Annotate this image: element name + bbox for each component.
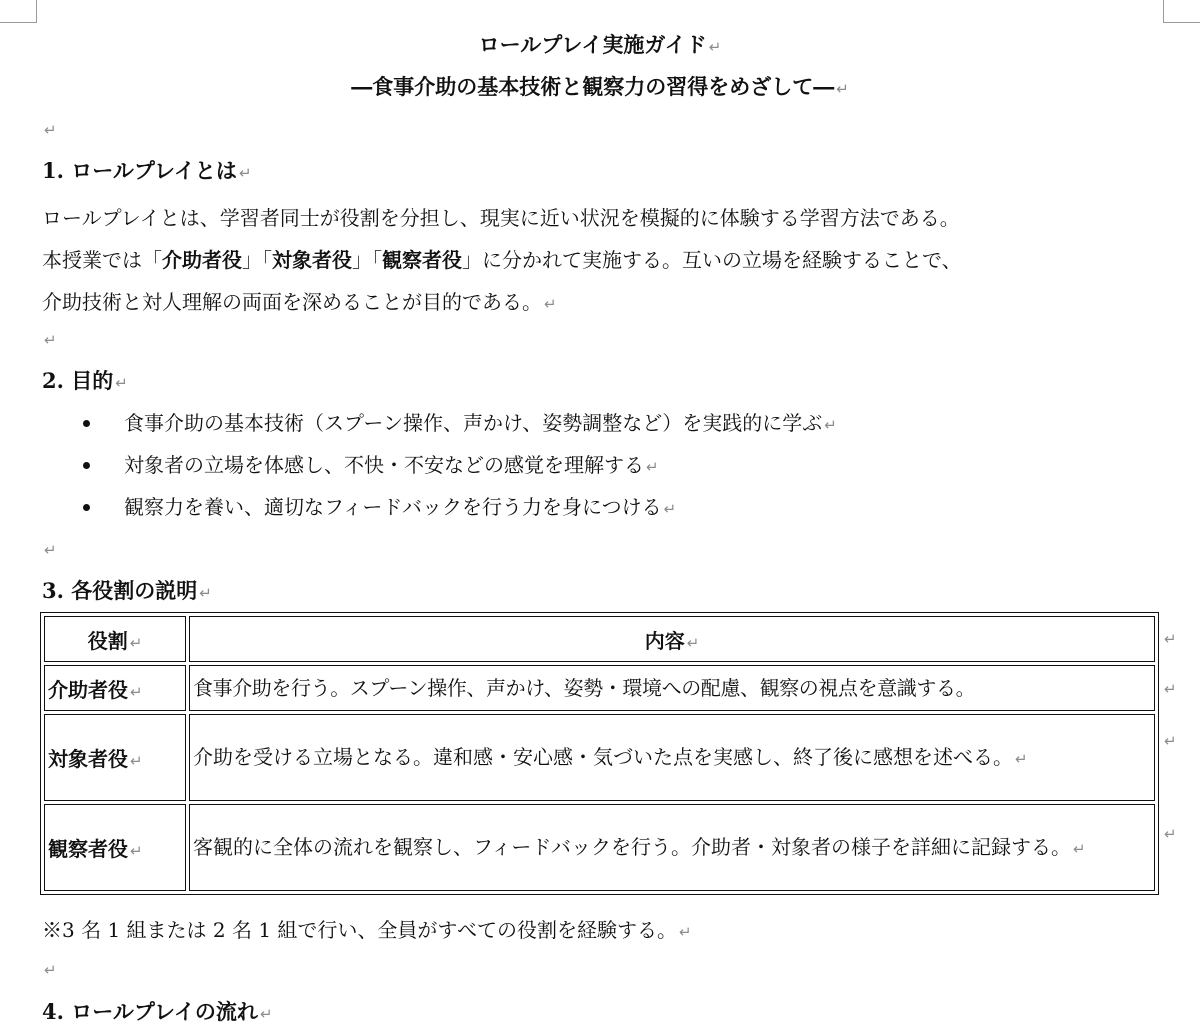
empty-paragraph	[42, 115, 57, 145]
role-cell: 介助者役 ↵	[44, 665, 186, 711]
row-end-mark-icon: ↵	[1164, 825, 1177, 843]
table-row	[44, 714, 1155, 801]
paragraph-mark-icon: ↵	[679, 923, 692, 941]
list-item: 食事介助の基本技術（スプーン操作、声かけ、姿勢調整など）を実践的に学ぶ ↵	[80, 402, 837, 444]
document-subtitle: ―食事介助の基本技術と観察力の習得をめざして― ↵	[351, 74, 849, 99]
row-end-mark-icon: ↵	[1164, 680, 1177, 698]
crop-mark-top-right	[1163, 0, 1200, 23]
table-header-row	[44, 616, 1155, 662]
paragraph-mark-icon: ↵	[836, 80, 849, 98]
content-cell: 介助を受ける立場となる。違和感・安心感・気づいた点を実感し、終了後に感想を述べる。 ↵	[189, 714, 1155, 801]
role-name-subject: 対象者役	[272, 248, 352, 272]
role-cell: 対象者役 ↵	[44, 714, 186, 801]
table-note: ※3 名 1 組または 2 名 1 組で行い、全員がすべての役割を経験する。 ↵	[42, 918, 692, 942]
paragraph-mark-icon: ↵	[115, 374, 128, 392]
bullet-icon	[83, 420, 90, 427]
paragraph-mark-icon: ↵	[646, 458, 659, 476]
row-end-mark-icon: ↵	[1164, 732, 1177, 750]
section-heading-1: 1. ロールプレイとは ↵	[42, 158, 252, 183]
paragraph-mark-icon: ↵	[544, 295, 557, 313]
list-item: 対象者の立場を体感し、不快・不安などの感覚を理解する ↵	[80, 444, 837, 486]
document-title: ロールプレイ実施ガイド ↵	[478, 32, 722, 57]
paragraph-mark-icon: ↵	[130, 842, 143, 860]
paragraph-mark-icon: ↵	[1015, 749, 1028, 768]
section1-paragraph	[42, 197, 1182, 325]
paragraph-mark-icon: ↵	[1073, 839, 1086, 858]
content-cell: 客観的に全体の流れを観察し、フィードバックを行う。介助者・対象者の様子を詳細に記録する。 ↵	[189, 804, 1155, 891]
paragraph-line: ロールプレイとは、学習者同士が役割を分担し、現実に近い状況を模擬的に体験する学習方法である。	[42, 206, 960, 230]
paragraph-mark-icon: ↵	[238, 164, 252, 182]
crop-mark-top-left	[0, 0, 37, 23]
paragraph-mark-icon: ↵	[259, 1005, 273, 1023]
header-cell-content: 内容 ↵	[189, 616, 1155, 662]
section-heading-3: 3. 各役割の説明 ↵	[42, 578, 212, 603]
roles-table	[40, 612, 1159, 895]
table-row	[44, 804, 1155, 891]
role-name-observer: 観察者役	[382, 248, 462, 272]
roles-table-wrapper	[40, 612, 1159, 895]
section-heading-4: 4. ロールプレイの流れ ↵	[42, 999, 273, 1024]
empty-paragraph	[42, 955, 57, 985]
paragraph-line: 本授業では「介助者役」「対象者役」「観察者役」に分かれて実施する。互いの立場を経験することで、	[42, 248, 962, 272]
bullet-icon	[83, 462, 90, 469]
paragraph-mark-icon: ↵	[44, 541, 57, 559]
paragraph-mark-icon: ↵	[824, 416, 837, 434]
paragraph-mark-icon: ↵	[44, 961, 57, 979]
paragraph-mark-icon: ↵	[44, 121, 57, 139]
paragraph-line: 介助技術と対人理解の両面を深めることが目的である。 ↵	[42, 290, 557, 314]
list-item: 観察力を養い、適切なフィードバックを行う力を身につける ↵	[80, 486, 837, 528]
role-name-helper: 介助者役	[162, 248, 242, 272]
paragraph-mark-icon: ↵	[663, 500, 677, 518]
paragraph-mark-icon: ↵	[199, 584, 212, 602]
paragraph-mark-icon: ↵	[130, 752, 143, 770]
row-end-mark-icon: ↵	[1164, 630, 1177, 648]
paragraph-mark-icon: ↵	[686, 633, 700, 652]
section-heading-2: 2. 目的 ↵	[42, 368, 128, 393]
table-row	[44, 665, 1155, 711]
paragraph-mark-icon: ↵	[130, 682, 143, 701]
paragraph-mark-icon: ↵	[708, 38, 722, 56]
empty-paragraph	[42, 325, 57, 355]
bullet-icon	[83, 504, 90, 511]
content-cell: 食事介助を行う。スプーン操作、声かけ、姿勢・環境への配慮、観察の視点を意識する。	[189, 665, 1155, 711]
purpose-list	[80, 402, 837, 528]
paragraph-mark-icon: ↵	[129, 633, 143, 652]
paragraph-mark-icon: ↵	[44, 331, 57, 349]
role-cell: 観察者役 ↵	[44, 804, 186, 891]
header-cell-role: 役割 ↵	[44, 616, 186, 662]
empty-paragraph	[42, 535, 57, 565]
